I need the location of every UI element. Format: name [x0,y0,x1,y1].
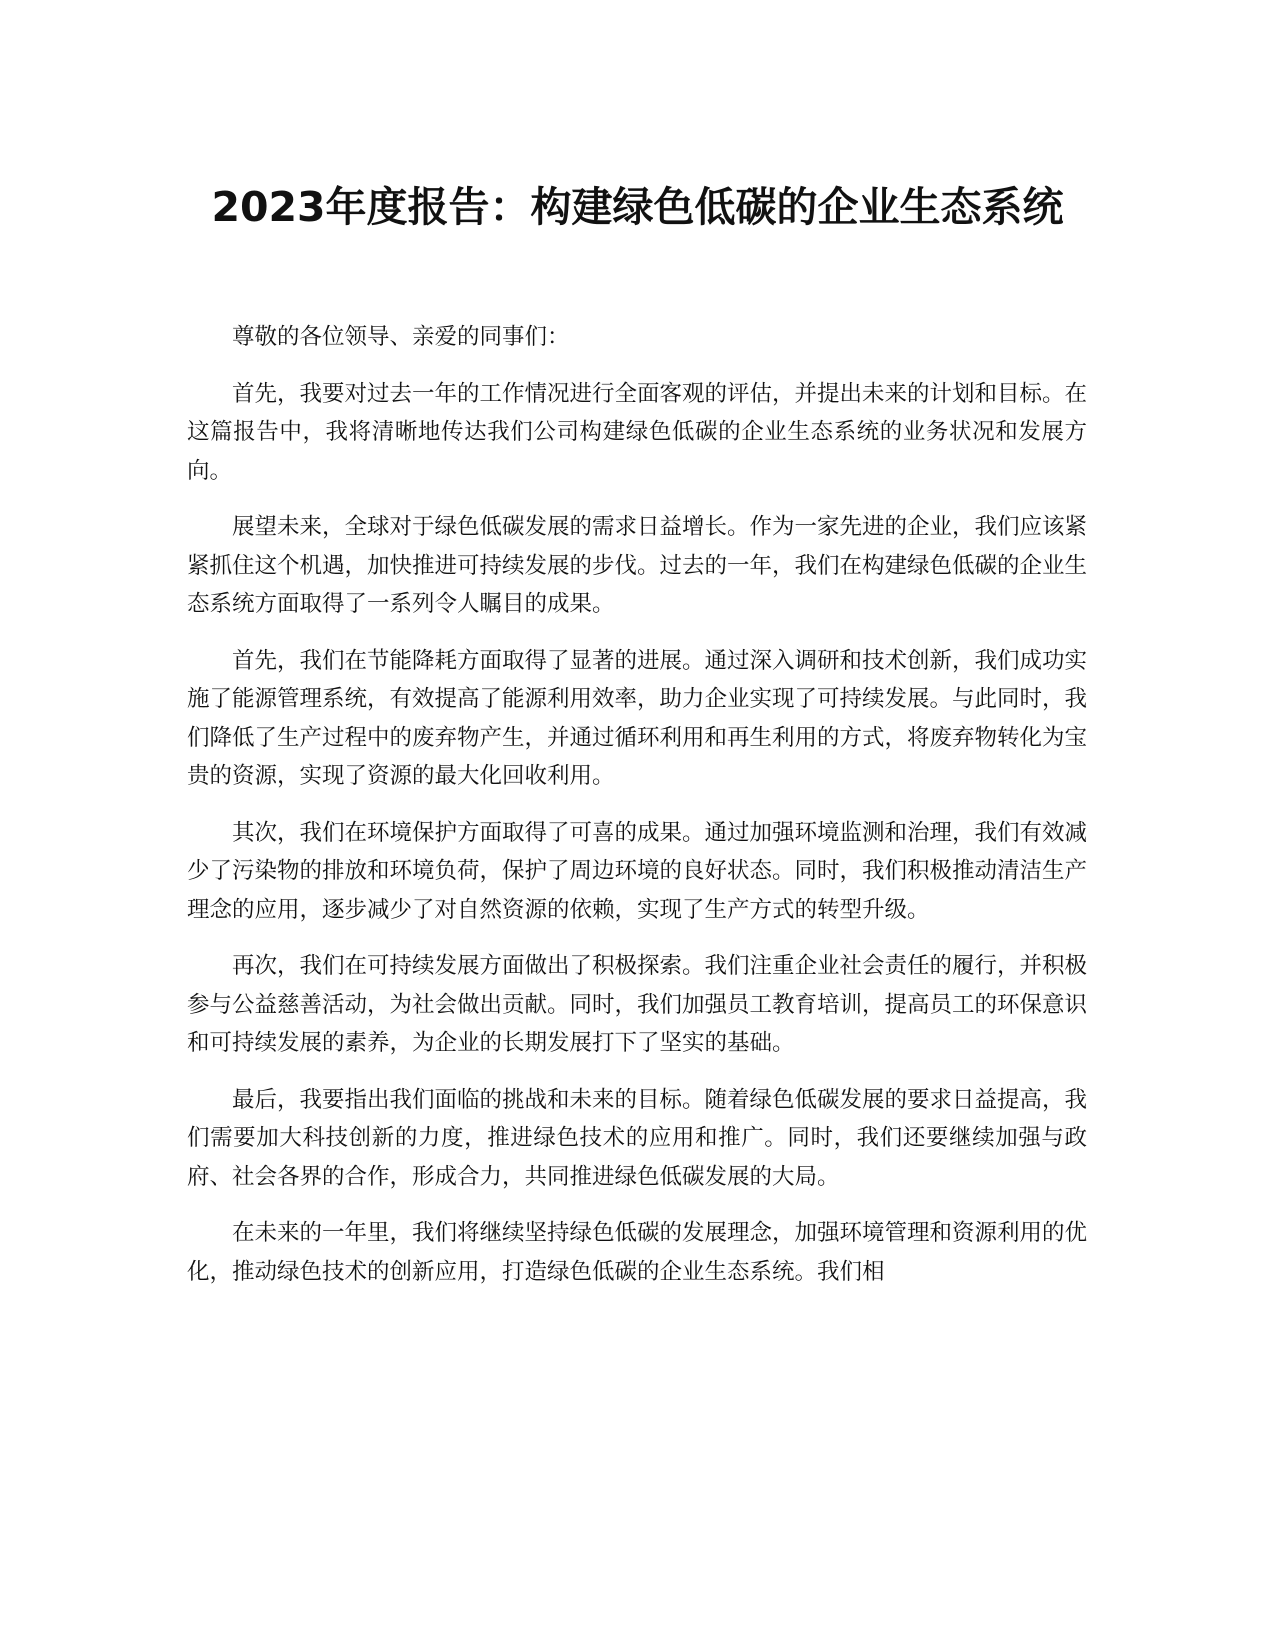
paragraph-energy-saving: 首先，我们在节能降耗方面取得了显著的进展。通过深入调研和技术创新，我们成功实施了能源管理系统，有效提高了能源利用效率，助力企业实现了可持续发展。与此同时，我们降低了生产过程中的废弃物产生，并通过循环利用和再生利用的方式，将废弃物转化为宝贵的资源，实现了资源的最大化回收利用。 [187,647,1088,789]
document-body [187,318,1087,1309]
paragraph-challenges-goals: 最后，我要指出我们面临的挑战和未来的目标。随着绿色低碳发展的要求日益提高，我们需要加大科技创新的力度，推进绿色技术的应用和推广。同时，我们还要继续加强与政府、社会各界的合作，形成合力，共同推进绿色低碳发展的大局。 [187,1086,1088,1190]
paragraph-introduction: 首先，我要对过去一年的工作情况进行全面客观的评估，并提出未来的计划和目标。在这篇报告中，我将清晰地传达我们公司构建绿色低碳的企业生态系统的业务状况和发展方向。 [187,380,1088,484]
paragraph-environmental-protection: 其次，我们在环境保护方面取得了可喜的成果。通过加强环境监测和治理，我们有效减少了污染物的排放和环境负荷，保护了周边环境的良好状态。同时，我们积极推动清洁生产理念的应用，逐步减少了对自然资源的依赖，实现了生产方式的转型升级。 [187,819,1088,923]
paragraph-next-year: 在未来的一年里，我们将继续坚持绿色低碳的发展理念，加强环境管理和资源利用的优化，推动绿色技术的创新应用，打造绿色低碳的企业生态系统。我们相 [187,1220,1088,1285]
paragraph-salutation: 尊敬的各位领导、亲爱的同事们： [232,324,570,350]
paragraph-outlook: 展望未来，全球对于绿色低碳发展的需求日益增长。作为一家先进的企业，我们应该紧紧抓住这个机遇，加快推进可持续发展的步伐。过去的一年，我们在构建绿色低碳的企业生态系统方面取得了一系列令人瞩目的成果。 [187,514,1088,617]
document-title: 2023年度报告：构建绿色低碳的企业生态系统 [211,183,1064,232]
paragraph-sustainable-development: 再次，我们在可持续发展方面做出了积极探索。我们注重企业社会责任的履行，并积极参与公益慈善活动，为社会做出贡献。同时，我们加强员工教育培训，提高员工的环保意识和可持续发展的素养，为企业的长期发展打下了坚实的基础。 [187,953,1088,1056]
